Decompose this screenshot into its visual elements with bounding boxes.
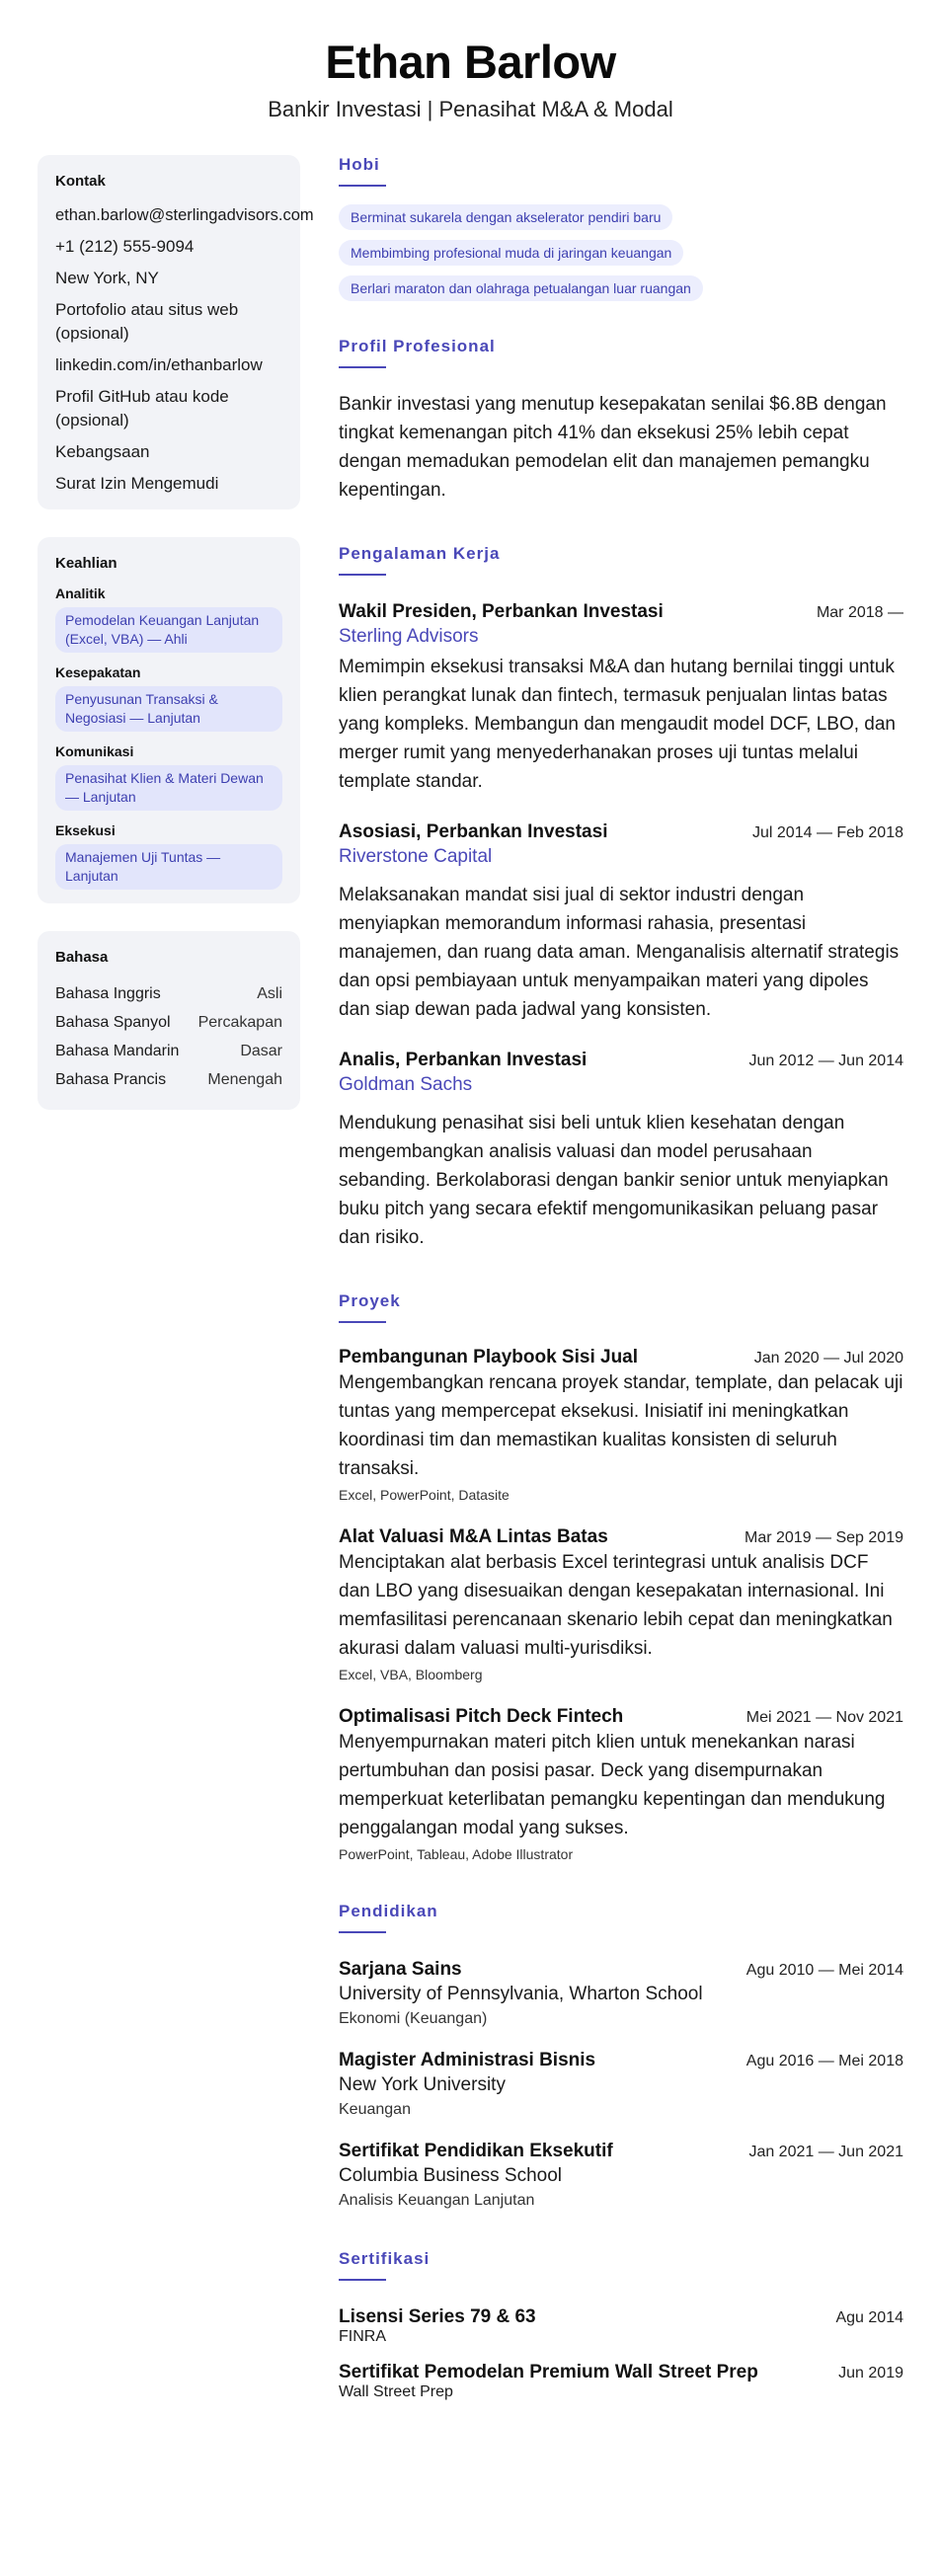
language-row <box>55 1012 282 1034</box>
degree-name: Sarjana Sains <box>339 1959 462 1980</box>
skill-group-name: Kesepakatan <box>55 664 141 680</box>
education-item <box>339 2050 903 2119</box>
contact-license: Surat Izin Mengemudi <box>55 474 219 493</box>
hobby-tag: Berminat sukarela dengan akselerator pendiri baru <box>339 204 672 230</box>
contact-linkedin[interactable]: linkedin.com/in/ethanbarlow <box>55 355 263 374</box>
field-of-study: Ekonomi (Keuangan) <box>339 2010 488 2027</box>
project-description: Menyempurnakan materi pitch klien untuk menekankan narasi pertumbuhan dan posisi pasar. Deck yang disempurnakan memperkuat keterlibatan pemangku kepentingan dan mendukung penggalangan modal yang sukses. <box>339 1732 886 1838</box>
project-dates: Jan 2020 — Jul 2020 <box>753 1350 903 1366</box>
job-dates: Mar 2018 — <box>816 604 903 621</box>
company-name: Riverstone Capital <box>339 846 493 867</box>
job-description: Memimpin eksekusi transaksi M&A dan hutang bernilai tinggi untuk klien perangkat lunak dan fintech, termasuk penjualan lintas batas yang kompleks. Membangun dan mengaudit model DCF, LBO, dan merger rumit yang menyederhanakan proses uji tuntas melalui template standar. <box>339 657 896 792</box>
skill-tag: Manajemen Uji Tuntas — Lanjutan <box>55 844 282 890</box>
company-name: Sterling Advisors <box>339 626 479 647</box>
section-rule <box>339 1931 386 1933</box>
degree-name: Magister Administrasi Bisnis <box>339 2050 596 2070</box>
language-row <box>55 1041 282 1062</box>
education-item <box>339 2141 903 2210</box>
language-level: Menengah <box>207 1071 282 1088</box>
skill-group-name: Eksekusi <box>55 822 116 838</box>
person-name: Ethan Barlow <box>325 36 616 88</box>
language-level: Percakapan <box>197 1014 282 1031</box>
contact-email[interactable]: ethan.barlow@sterlingadvisors.com <box>55 206 314 224</box>
skill-tag: Penasihat Klien & Materi Dewan — Lanjutan <box>55 765 282 811</box>
experience-section <box>339 544 903 1252</box>
certification-item <box>339 2306 903 2346</box>
certification-issuer: Wall Street Prep <box>339 2383 453 2400</box>
contact-github: Profil GitHub atau kode (opsional) <box>55 387 229 429</box>
person-tagline: Bankir Investasi | Penasihat M&A & Modal <box>268 97 673 121</box>
company-name: Goldman Sachs <box>339 1074 473 1095</box>
job-title: Wakil Presiden, Perbankan Investasi <box>339 601 664 622</box>
project-name: Alat Valuasi M&A Lintas Batas <box>339 1526 608 1547</box>
skill-group <box>55 743 282 811</box>
language-level: Asli <box>257 985 282 1002</box>
contact-phone: +1 (212) 555-9094 <box>55 237 195 256</box>
skill-group-name: Analitik <box>55 585 106 601</box>
project-tools: PowerPoint, Tableau, Adobe Illustrator <box>339 1846 574 1862</box>
language-row <box>55 983 282 1005</box>
project-dates: Mar 2019 — Sep 2019 <box>745 1529 903 1546</box>
school-name: New York University <box>339 2074 506 2095</box>
projects-section <box>339 1291 903 1862</box>
certification-name: Lisensi Series 79 & 63 <box>339 2306 536 2327</box>
sidebar <box>38 155 314 1137</box>
section-title: Proyek <box>339 1291 401 1310</box>
skills-card <box>38 537 300 903</box>
contact-title: Kontak <box>55 173 106 190</box>
languages-title: Bahasa <box>55 949 109 966</box>
experience-item <box>339 821 903 1024</box>
education-dates: Agu 2010 — Mei 2014 <box>745 1962 903 1979</box>
section-rule <box>339 185 386 187</box>
certification-date: Jun 2019 <box>838 2365 903 2381</box>
certification-issuer: FINRA <box>339 2328 386 2345</box>
project-name: Optimalisasi Pitch Deck Fintech <box>339 1706 624 1727</box>
hobbies-section <box>339 155 903 311</box>
section-title: Sertifikasi <box>339 2249 431 2268</box>
language-name: Bahasa Spanyol <box>55 1014 171 1031</box>
skill-group <box>55 822 282 890</box>
experience-item <box>339 1050 903 1252</box>
section-rule <box>339 2279 386 2281</box>
project-item <box>339 1706 903 1862</box>
language-level: Dasar <box>240 1043 282 1059</box>
contact-portfolio: Portofolio atau situs web (opsional) <box>55 300 239 343</box>
project-description: Menciptakan alat berbasis Excel terintegrasi untuk analisis DCF dan LBO yang disesuaikan dengan kesepakatan internasional. Ini memfasilitasi perencanaan skenario lebih cepat dan meningkatkan akurasi dalam valuasi multi-yurisdiksi. <box>339 1552 893 1659</box>
project-name: Pembangunan Playbook Sisi Jual <box>339 1347 639 1367</box>
section-title: Hobi <box>339 155 380 174</box>
section-title: Profil Profesional <box>339 337 496 355</box>
job-title: Analis, Perbankan Investasi <box>339 1050 588 1070</box>
section-rule <box>339 366 386 368</box>
hobby-list <box>339 204 903 311</box>
section-title: Pendidikan <box>339 1902 438 1920</box>
job-description: Melaksanakan mandat sisi jual di sektor industri dengan menyiapkan memorandum informasi rahasia, presentasi manajemen, dan ruang data aman. Menganalisis alternatif strategis dan opsi pembiayaan untuk menyampaikan materi yang dipoles dan siap dewan pada jadwal yang konsisten. <box>339 885 900 1020</box>
language-row <box>55 1069 282 1091</box>
project-description: Mengembangkan rencana proyek standar, template, dan pelacak uji tuntas yang mempercepat eksekusi. Inisiatif ini meningkatkan koordinasi tim dan memastikan kualitas konsisten di seluruh transaksi. <box>339 1372 903 1479</box>
main-content <box>339 155 903 2401</box>
certification-date: Agu 2014 <box>835 2309 903 2326</box>
language-name: Bahasa Prancis <box>55 1071 167 1088</box>
section-title: Pengalaman Kerja <box>339 544 501 563</box>
certifications-section <box>339 2249 903 2401</box>
profile-section <box>339 337 903 505</box>
school-name: University of Pennsylvania, Wharton School <box>339 1984 703 2004</box>
experience-item <box>339 601 903 796</box>
project-item <box>339 1347 903 1503</box>
job-title: Asosiasi, Perbankan Investasi <box>339 821 608 842</box>
section-rule <box>339 574 386 576</box>
section-rule <box>339 1321 386 1323</box>
contact-card <box>38 155 314 509</box>
skill-group <box>55 664 282 732</box>
skill-tag: Pemodelan Keuangan Lanjutan (Excel, VBA) — Ahli <box>55 607 282 653</box>
resume-header <box>0 0 941 122</box>
education-dates: Agu 2016 — Mei 2018 <box>745 2053 903 2069</box>
profile-summary: Bankir investasi yang menutup kesepakatan senilai $6.8B dengan tingkat kemenangan pitch 41% dan eksekusi 25% lebih cepat dengan memadukan pemodelan elit dan manajemen pemangku kepentingan. <box>339 394 887 501</box>
language-name: Bahasa Inggris <box>55 985 161 1002</box>
certification-name: Sertifikat Pemodelan Premium Wall Street Prep <box>339 2362 758 2382</box>
education-section <box>339 1902 903 2210</box>
school-name: Columbia Business School <box>339 2165 563 2186</box>
language-name: Bahasa Mandarin <box>55 1043 180 1059</box>
project-tools: Excel, VBA, Bloomberg <box>339 1667 483 1682</box>
project-tools: Excel, PowerPoint, Datasite <box>339 1487 510 1503</box>
skill-tag: Penyusunan Transaksi & Negosiasi — Lanjutan <box>55 686 282 732</box>
education-item <box>339 1959 903 2028</box>
languages-card <box>38 931 300 1110</box>
skill-group <box>55 585 282 653</box>
skills-title: Keahlian <box>55 555 118 572</box>
contact-location: New York, NY <box>55 269 159 287</box>
field-of-study: Keuangan <box>339 2101 411 2118</box>
job-description: Mendukung penasihat sisi beli untuk klien kesehatan dengan mengembangkan analisis valuasi dan model perusahaan sebanding. Berkolaborasi dengan bankir senior untuk menyiapkan buku pitch yang secara efektif mengomunikasikan peluang pasar dan risiko. <box>339 1113 889 1248</box>
job-dates: Jun 2012 — Jun 2014 <box>748 1053 903 1069</box>
project-item <box>339 1526 903 1682</box>
project-dates: Mei 2021 — Nov 2021 <box>745 1709 903 1726</box>
certification-item <box>339 2362 903 2401</box>
degree-name: Sertifikat Pendidikan Eksekutif <box>339 2141 613 2161</box>
skill-group-name: Komunikasi <box>55 743 134 759</box>
hobby-tag: Berlari maraton dan olahraga petualangan luar ruangan <box>339 275 703 301</box>
hobby-tag: Membimbing profesional muda di jaringan keuangan <box>339 240 683 266</box>
education-dates: Jan 2021 — Jun 2021 <box>748 2144 903 2160</box>
contact-nationality: Kebangsaan <box>55 442 150 461</box>
job-dates: Jul 2014 — Feb 2018 <box>752 824 903 841</box>
field-of-study: Analisis Keuangan Lanjutan <box>339 2192 535 2209</box>
